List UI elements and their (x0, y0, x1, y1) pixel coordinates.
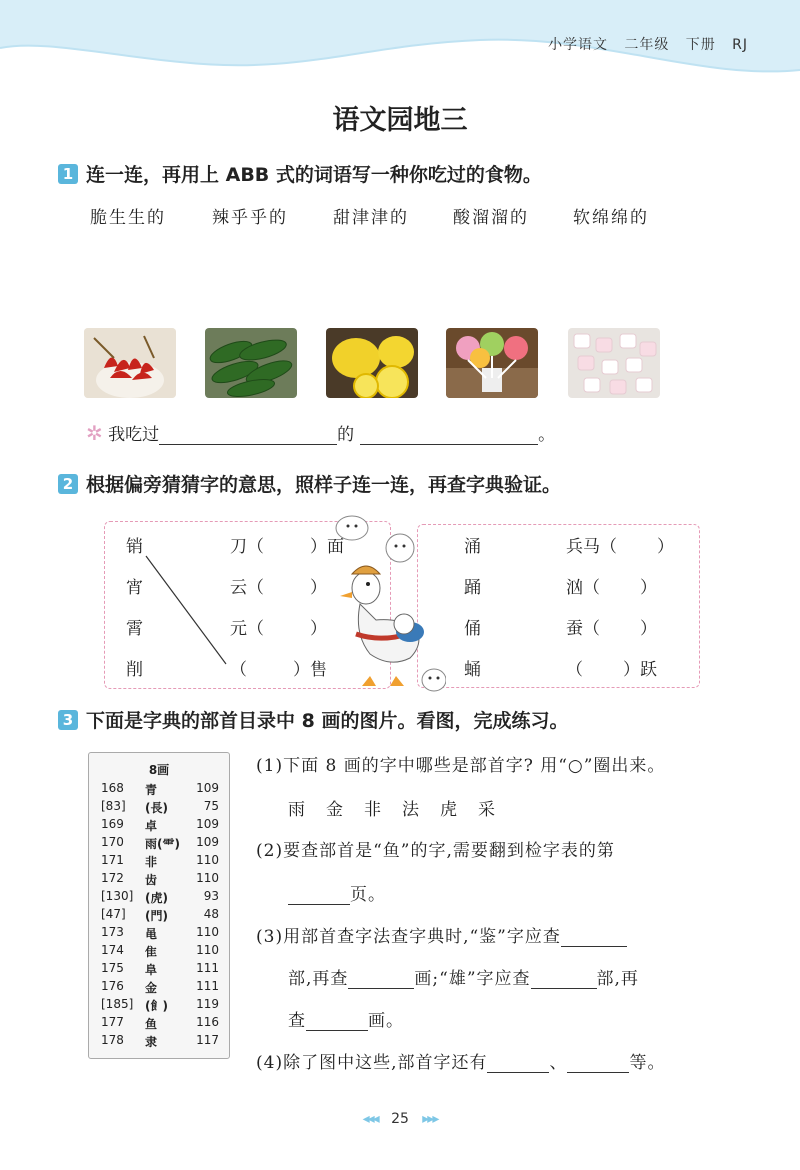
radical-blank-2[interactable] (567, 1072, 629, 1073)
sentence-middle: 的 (337, 425, 355, 445)
q2-right-meaning[interactable]: 汹（ ） (566, 578, 657, 598)
dict-row-number: 175 (101, 961, 124, 975)
dict-row-number: 169 (101, 817, 124, 831)
dict-row-page: 109 (196, 835, 219, 849)
dict-row-number: 173 (101, 925, 124, 939)
q3-sub2-line: 页。 (288, 880, 386, 905)
q2-left-char[interactable]: 销 (126, 537, 143, 557)
q3-sub2: (2)要查部首是“鱼”的字,需要翻到检字表的第 (256, 841, 615, 861)
q2-number-badge: 2 (58, 474, 78, 494)
dict-row-number: [47] (101, 907, 126, 921)
q2-left-char[interactable]: 霄 (126, 619, 143, 639)
dict-row-number: [83] (101, 799, 126, 813)
q3-number-badge: 3 (58, 710, 78, 730)
q2-right-char[interactable]: 踊 (464, 578, 481, 598)
q3-sub4: (4)除了图中这些,部首字还有 、 等。 (256, 1053, 666, 1073)
header-edition: RJ (732, 37, 748, 53)
header-grade: 二年级 (624, 37, 670, 53)
q2-left-char[interactable]: 削 (126, 660, 143, 680)
dict-row-radical: 鱼 (145, 1017, 158, 1031)
page-footer (0, 1111, 800, 1127)
dict-row-radical: 非 (145, 855, 158, 869)
page-blank[interactable] (288, 904, 350, 905)
dict-row-page: 110 (196, 925, 219, 939)
dict-row-radical: 阜 (145, 963, 158, 977)
q3-heading (58, 706, 568, 733)
q1-number-badge: 1 (58, 164, 78, 184)
q1-word: 辣乎乎的 (212, 208, 288, 228)
dict-row-page: 109 (196, 781, 219, 795)
star-icon: ✲ (86, 421, 103, 445)
dict-row-number: [185] (101, 997, 134, 1011)
q2-right-char[interactable]: 俑 (464, 619, 481, 639)
q1-word: 脆生生的 (90, 208, 166, 228)
dict-row-page: 110 (196, 853, 219, 867)
dict-row-number: 172 (101, 871, 124, 885)
dict-row-radical: 齿 (145, 873, 158, 887)
q2-left-meaning[interactable]: 元（ ） (230, 619, 327, 639)
dict-row-page: 48 (203, 907, 219, 921)
q2-right-meaning[interactable]: 兵马（ ） (566, 537, 674, 557)
dictionary-radical-index-image (88, 752, 230, 1059)
q1-word: 软绵绵的 (573, 208, 649, 228)
dict-row-page: 119 (196, 997, 219, 1011)
dict-row-radical: (門) (145, 909, 168, 923)
q2-left-meaning[interactable]: （ ）售 (230, 660, 327, 680)
q3-sub1: (1)下面 8 画的字中哪些是部首字? 用“○”圈出来。 (256, 756, 666, 776)
q2-right-char[interactable]: 蛹 (464, 660, 481, 680)
dict-row-number: 171 (101, 853, 124, 867)
dict-row-number: 178 (101, 1033, 124, 1047)
dict-row-number: [130] (101, 889, 134, 903)
dict-row-number: 170 (101, 835, 124, 849)
page-number: 25 (391, 1111, 409, 1127)
dict-row-radical: 隹 (145, 945, 158, 959)
dict-row-page: 111 (196, 979, 219, 993)
dict-row-radical: (飠) (145, 999, 168, 1013)
dict-row-page: 117 (196, 1033, 219, 1047)
dict-row-page: 93 (203, 889, 219, 903)
q1-instruction: 连一连，再用上 ABB 式的词语写一种你吃过的食物。 (86, 164, 542, 186)
dict-row-radical: 隶 (145, 1035, 158, 1049)
xiong-strokes-blank[interactable] (306, 1030, 368, 1031)
sentence-prefix: 我吃过 (108, 425, 160, 445)
header-subject: 小学语文 (548, 37, 609, 53)
q2-left-meaning[interactable]: 云（ ） (230, 578, 327, 598)
dict-row-number: 176 (101, 979, 124, 993)
q2-left-char[interactable]: 宵 (126, 578, 143, 598)
q3-sub1-chars[interactable]: 雨 金 非 法 虎 采 (288, 800, 497, 820)
q2-right-char[interactable]: 涌 (464, 537, 481, 557)
q3-sub3: (3)用部首查字法查字典时,“鉴”字应查 (256, 922, 627, 947)
q3-sub3-line2: 部,再查 画;“雄”字应查 部,再 (288, 969, 639, 989)
radical-blank-1[interactable] (487, 1072, 549, 1073)
jian-strokes-blank[interactable] (348, 988, 414, 989)
page-title: 语文园地三 (332, 105, 468, 136)
q2-left-meaning[interactable]: 刀（ ）面 (230, 537, 344, 557)
dict-row-number: 174 (101, 943, 124, 957)
dict-row-radical: (虎) (145, 891, 168, 905)
next-arrows-icon: ▸▸▸ (422, 1111, 438, 1127)
dict-row-radical: 黾 (145, 927, 158, 941)
q2-right-meaning[interactable]: 蚕（ ） (566, 619, 657, 639)
q2-right-meaning[interactable]: （ ）跃 (566, 660, 657, 680)
dict-row-radical: 卓 (145, 819, 158, 833)
xiong-radical-blank[interactable] (531, 988, 597, 989)
dict-row-page: 75 (203, 799, 219, 813)
dict-row-radical: 雨(⻗) (145, 837, 180, 851)
q1-word: 酸溜溜的 (453, 208, 529, 228)
dict-header: 8画 (148, 763, 170, 777)
dict-row-page: 111 (196, 961, 219, 975)
q3-sub3-line3: 查 画。 (288, 1011, 404, 1031)
sentence-end: 。 (538, 425, 556, 445)
duck-mascot-illustration (326, 508, 446, 694)
dict-row-number: 177 (101, 1015, 124, 1029)
dict-row-radical: 青 (145, 783, 158, 797)
dict-row-radical: (長) (145, 801, 168, 815)
dict-row-number: 168 (101, 781, 124, 795)
q1-word: 甜津津的 (333, 208, 409, 228)
q2-instruction: 根据偏旁猜猜字的意思，照样子连一连，再查字典验证。 (86, 474, 562, 496)
dict-row-page: 110 (196, 943, 219, 957)
dict-row-page: 110 (196, 871, 219, 885)
jian-radical-blank[interactable] (561, 946, 627, 947)
q3-instruction: 下面是字典的部首目录中 8 画的图片。看图，完成练习。 (86, 710, 569, 732)
dict-row-page: 116 (196, 1015, 219, 1029)
dict-row-page: 109 (196, 817, 219, 831)
dict-row-radical: 金 (145, 981, 158, 995)
header-term: 下册 (685, 37, 716, 53)
prev-arrows-icon: ◂◂◂ (362, 1111, 378, 1127)
